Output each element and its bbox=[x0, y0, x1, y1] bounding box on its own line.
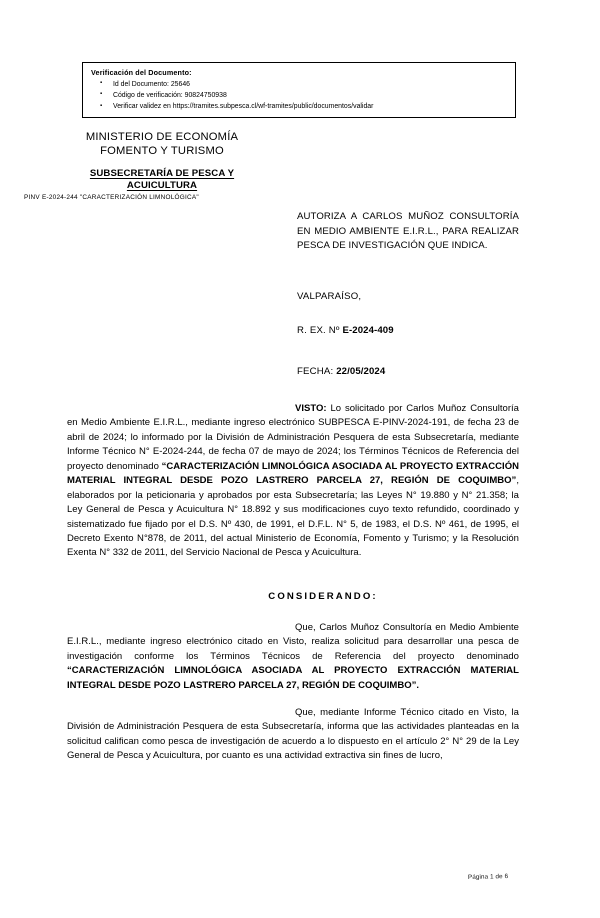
considerando-1-project-name: “CARACTERIZACIÓN LIMNOLÓGICA ASOCIADA AL PROYECTO EXTRACCIÓN MATERIAL INTEGRAL DESDE POZO LASTRERO PARCELA 27, REGIÓN DE COQUIMBO” bbox=[67, 665, 519, 691]
subsecretaria-line-2: ACUICULTURA bbox=[126, 180, 198, 192]
verification-item-document-id bbox=[100, 79, 511, 90]
verification-item-text: Verificar validez en https://tramites.subpesca.cl/wf-tramites/public/documentos/validar bbox=[113, 103, 374, 111]
bullet-icon: ▪ bbox=[100, 91, 103, 98]
resolution-number-value: E-2024-409 bbox=[342, 325, 394, 336]
verification-box bbox=[82, 62, 516, 118]
resolution-date-value: 22/05/2024 bbox=[336, 366, 386, 377]
visto-project-name: “CARACTERIZACIÓN LIMNOLÓGICA ASOCIADA AL PROYECTO EXTRACCIÓN MATERIAL INTEGRAL DESDE POZO LASTRERO PARCELA 27, REGIÓN DE COQUIMBO” bbox=[67, 460, 519, 487]
verification-title: Verificación del Documento: bbox=[91, 68, 192, 77]
visto-paragraph bbox=[67, 402, 519, 561]
resolution-subject: AUTORIZA A CARLOS MUÑOZ CONSULTORÍA EN MEDIO AMBIENTE E.I.R.L., PARA REALIZAR PESCA DE INVESTIGACIÓN QUE INDICA. bbox=[297, 211, 519, 252]
subsecretaria-heading bbox=[44, 168, 280, 193]
resolution-date-label: FECHA: bbox=[297, 366, 337, 377]
considerando-paragraph-1 bbox=[67, 621, 519, 693]
spacer bbox=[67, 561, 519, 591]
resolution-date bbox=[297, 366, 385, 377]
resolution-number-label: R. EX. Nº bbox=[297, 325, 343, 336]
visto-text-part-1: Lo solicitado por Carlos Muñoz Consultoría en Medio Ambiente E.I.R.L., mediante ingreso electrónico SUBPESCA E-PINV-2024-191, de fecha 23 de abril de 2024; lo informado por la División de Administración Pesquera de esta Subsecretaría, mediante Informe Técnico N° E-2024-244, de fecha 07 de mayo de 2024; los Términos Técnicos de Referencia del proyecto denominado bbox=[67, 403, 519, 472]
bullet-icon: ▪ bbox=[100, 102, 103, 109]
resolution-city: VALPARAÍSO, bbox=[297, 291, 362, 302]
resolution-subject-block bbox=[297, 210, 519, 254]
verification-item-url[interactable] bbox=[100, 101, 511, 112]
ministry-line-2: FOMENTO Y TURISMO bbox=[100, 145, 224, 158]
bullet-icon: ▪ bbox=[100, 80, 103, 87]
considerando-1-text-part-2: . bbox=[416, 679, 420, 691]
resolution-number bbox=[297, 325, 394, 336]
project-reference-code: PINV E-2024-244 "CARACTERIZACIÓN LIMNOLÓGICA" bbox=[24, 194, 199, 201]
subsecretaria-line-1: SUBSECRETARÍA DE PESCA Y bbox=[89, 167, 235, 179]
considerando-2-text: Que, mediante Informe Técnico citado en Visto, la División de Administración Pesquera de esta Subsecretaría, informa que las actividades planteadas en la solicitud califican como pesca de investigación de acuerdo a lo dispuesto en el artículo 2° N° 29 de la Ley General de Pesca y Acuicultura, por cuanto es una actividad extractiva sin fines de lucro, bbox=[67, 707, 519, 762]
letterhead bbox=[44, 130, 280, 193]
considerando-heading: CONSIDERANDO: bbox=[268, 590, 378, 602]
considerando-paragraph-2 bbox=[67, 706, 519, 764]
verification-item-text: Código de verificación: 90824750938 bbox=[113, 91, 227, 99]
visto-text-part-2: , elaborados por la peticionaria y aprobados por esta Subsecretaría; las Leyes N° 19.880 y N° 21.358; la Ley General de Pesca y Acuicultura N° 18.892 y sus modificaciones cuyo texto refundido, coordinado y sistematizado fue fijado por el D.S. Nº 430, de 1991, el D.F.L. N° 5, de 1983, el D.S. Nº 461, de 1995, el Decreto Exento N°878, de 2011, del actual Ministerio de Economía, Fomento y Turismo; y la Resolución Exenta N° 332 de 2011, del Servicio Nacional de Pesca y Acuicultura. bbox=[67, 475, 519, 559]
verification-item-text: Id del Documento: 25646 bbox=[113, 80, 190, 88]
spacer bbox=[67, 693, 519, 706]
verification-item-code bbox=[100, 90, 511, 101]
visto-label: VISTO: bbox=[295, 403, 327, 414]
page-footer: Página 1 de 6 bbox=[467, 873, 509, 881]
considerando-1-text-part-1: Que, Carlos Muñoz Consultoría en Medio Ambiente E.I.R.L., mediante ingreso electrónico citado en Visto, realiza solicitud para desarrollar una pesca de investigación conforme los Términos Técnicos de Referencia del proyecto denominado bbox=[67, 621, 519, 662]
verification-list bbox=[91, 79, 511, 113]
document-body bbox=[67, 402, 519, 764]
spacer bbox=[67, 602, 519, 621]
ministry-line-1: MINISTERIO DE ECONOMÍA bbox=[85, 131, 239, 143]
